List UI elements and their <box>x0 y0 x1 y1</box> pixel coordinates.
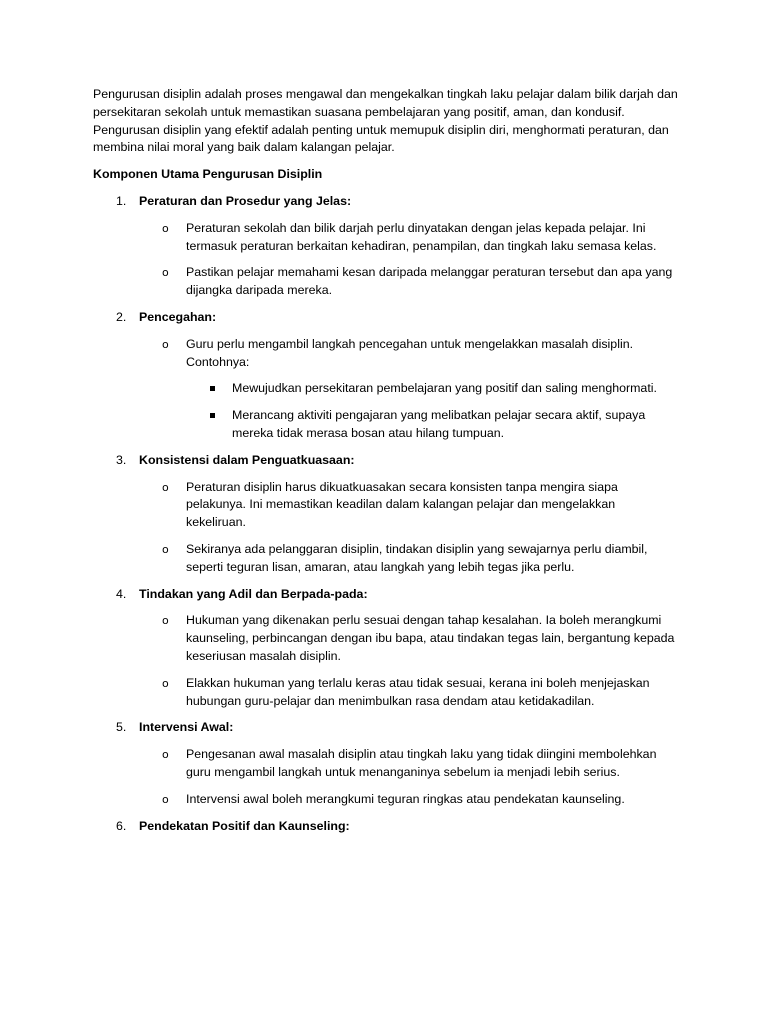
circle-bullet-icon: o <box>162 748 169 762</box>
sub-list-item-text: Sekiranya ada pelanggaran disiplin, tindakan disiplin yang sewajarnya perlu diambil, seperti teguran lisan, amaran, atau langkah yang lebih tegas jika perlu. <box>186 541 648 574</box>
list-number: 2. <box>116 309 127 324</box>
list-number: 1. <box>116 193 127 208</box>
list-item-title-text: Intervensi Awal: <box>139 720 234 735</box>
list-item-title <box>93 719 678 737</box>
circle-bullet-icon: o <box>162 480 169 494</box>
circle-bullet-icon: o <box>162 676 169 690</box>
sub-list-item-text: Pengesanan awal masalah disiplin atau tingkah laku yang tidak diingini membolehkan guru mengambil langkah untuk menanganinya sebelum ia menjadi lebih serius. <box>186 747 657 779</box>
nested-list-item <box>93 407 678 443</box>
sub-list-item-text: Hukuman yang dikenakan perlu sesuai dengan tahap kesalahan. Ia boleh merangkumi kaunseling, perbincangan dengan ibu bapa, atau tindakan tegas lain, bergantung kepada keseriusan masalah disiplin. <box>186 613 675 663</box>
numbered-list <box>93 193 678 835</box>
intro-paragraph: Pengurusan disiplin adalah proses mengawal dan mengekalkan tingkah laku pelajar dalam bilik darjah dan persekitaran sekolah untuk memastikan suasana pembelajaran yang positif, aman, dan kondusif. Pengurusan disiplin yang efektif adalah penting untuk memupuk disiplin diri, menghormati peraturan, dan membina nilai moral yang baik dalam kalangan pelajar. <box>93 87 678 155</box>
list-number: 5. <box>116 720 127 735</box>
list-item-title-text: Peraturan dan Prosedur yang Jelas: <box>139 193 352 208</box>
list-item-title <box>93 452 678 470</box>
sub-list-item <box>93 336 678 372</box>
sub-list-item <box>93 220 678 256</box>
list-item-title <box>93 193 678 211</box>
list-section <box>93 309 678 443</box>
circle-bullet-icon: o <box>162 614 169 628</box>
nested-list-item-text: Mewujudkan persekitaran pembelajaran yang positif dan saling menghormati. <box>232 381 657 396</box>
nested-list-item-text: Merancang aktiviti pengajaran yang melibatkan pelajar secara aktif, supaya mereka tidak merasa bosan atau hilang tumpuan. <box>232 408 646 440</box>
square-bullet-icon <box>210 386 215 391</box>
sub-list-item <box>93 612 678 665</box>
list-number: 6. <box>116 818 127 833</box>
list-item-title <box>93 309 678 327</box>
sub-list-item <box>93 746 678 782</box>
list-section <box>93 818 678 836</box>
sub-list-item-text: Pastikan pelajar memahami kesan daripada melanggar peraturan tersebut dan apa yang dijangka daripada mereka. <box>186 265 673 298</box>
list-item-title <box>93 586 678 604</box>
circle-bullet-icon: o <box>162 266 169 280</box>
list-section <box>93 452 678 577</box>
sub-list-item-text: Guru perlu mengambil langkah pencegahan untuk mengelakkan masalah disiplin. Contohnya: <box>186 336 634 369</box>
sub-list-item <box>93 479 678 532</box>
sub-list-item-text: Intervensi awal boleh merangkumi teguran ringkas atau pendekatan kaunseling. <box>186 791 625 806</box>
sub-list-item <box>93 675 678 711</box>
list-item-title-text: Pendekatan Positif dan Kaunseling: <box>139 818 350 833</box>
circle-bullet-icon: o <box>162 221 169 235</box>
list-item-title <box>93 818 678 836</box>
list-item-title-text: Pencegahan: <box>139 309 217 324</box>
circle-bullet-icon: o <box>162 542 169 556</box>
sub-list-item <box>93 541 678 577</box>
circle-bullet-icon: o <box>162 792 169 806</box>
list-number: 3. <box>116 452 127 467</box>
nested-list-item <box>93 380 678 398</box>
sub-list-item-text: Peraturan disiplin harus dikuatkuasakan secara konsisten tanpa mengira siapa pelakunya. Ini memastikan keadilan dalam kalangan pelajar dan mengelakkan kekeliruan. <box>186 479 618 530</box>
section-heading: Komponen Utama Pengurusan Disiplin <box>93 167 323 182</box>
sub-list-item <box>93 791 678 809</box>
sub-list-item-text: Elakkan hukuman yang terlalu keras atau tidak sesuai, kerana ini boleh menjejaskan hubungan guru-pelajar dan menimbulkan rasa dendam atau ketidakadilan. <box>186 675 650 708</box>
list-section <box>93 586 678 711</box>
list-section <box>93 719 678 808</box>
sub-list-item <box>93 264 678 300</box>
list-number: 4. <box>116 586 127 601</box>
list-item-title-text: Konsistensi dalam Penguatkuasaan: <box>139 452 355 467</box>
list-item-title-text: Tindakan yang Adil dan Berpada-pada: <box>139 586 368 601</box>
square-bullet-icon <box>210 413 215 418</box>
sub-list-item-text: Peraturan sekolah dan bilik darjah perlu dinyatakan dengan jelas kepada pelajar. Ini termasuk peraturan berkaitan kehadiran, penampilan, dan tingkah laku semasa kelas. <box>186 220 657 253</box>
circle-bullet-icon: o <box>162 337 169 351</box>
document-body <box>93 86 678 844</box>
list-section <box>93 193 678 300</box>
